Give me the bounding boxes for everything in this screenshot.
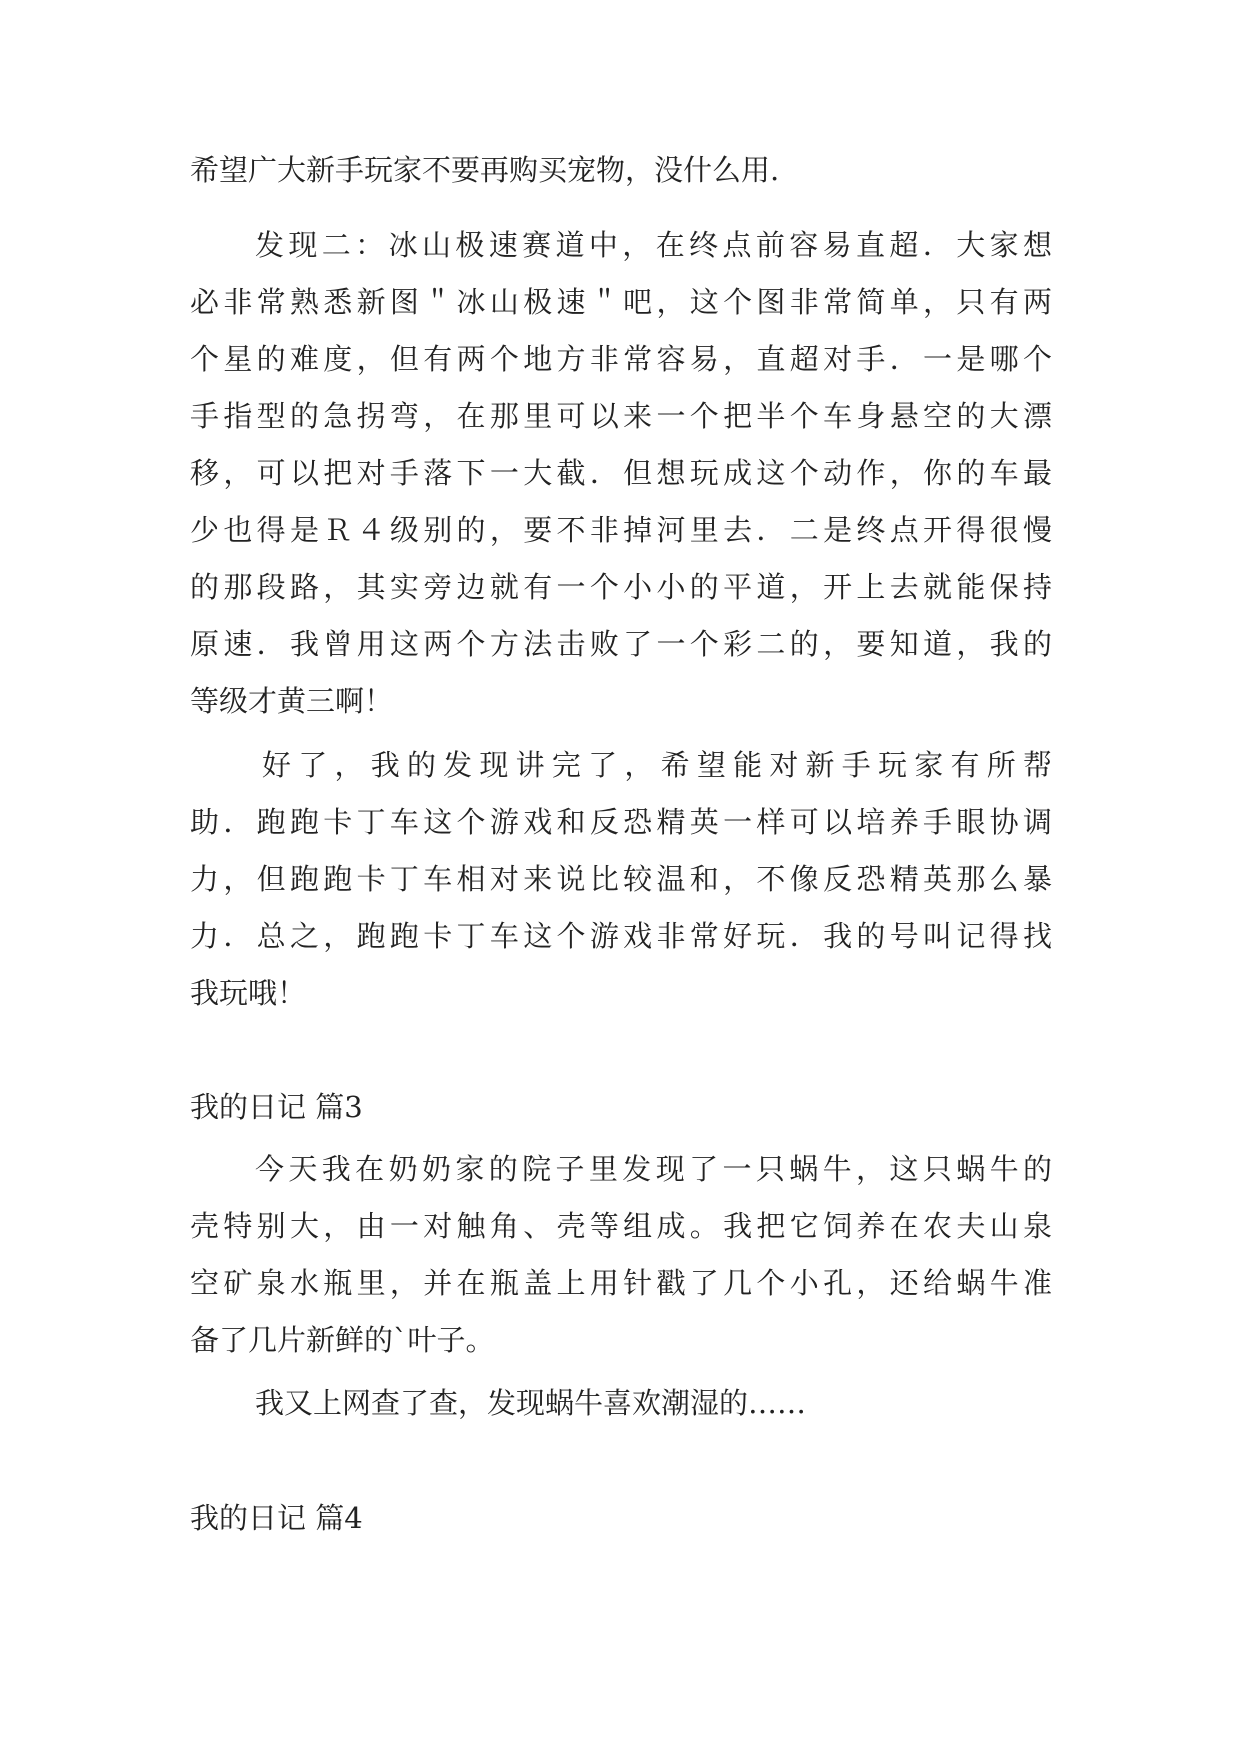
paragraph-line: 空矿泉水瓶里，并在瓶盖上用针戳了几个小孔，还给蜗牛准 xyxy=(190,1266,1052,1300)
paragraph-line: 今天我在奶奶家的院子里发现了一只蜗牛，这只蜗牛的 xyxy=(255,1152,1052,1186)
paragraph-line: 备了几片新鲜的`叶子。 xyxy=(190,1323,495,1357)
paragraph-line: 助．跑跑卡丁车这个游戏和反恐精英一样可以培养手眼协调 xyxy=(190,805,1052,839)
paragraph-line: 必非常熟悉新图＂冰山极速＂吧，这个图非常简单，只有两 xyxy=(190,285,1052,319)
paragraph-line: 希望广大新手玩家不要再购买宠物，没什么用. xyxy=(190,153,780,187)
paragraph-line: 个星的难度，但有两个地方非常容易，直超对手．一是哪个 xyxy=(190,342,1052,376)
paragraph-line: 我又上网查了查，发现蜗牛喜欢潮湿的…… xyxy=(255,1386,807,1420)
paragraph-line: 原速．我曾用这两个方法击败了一个彩二的，要知道，我的 xyxy=(190,627,1052,661)
paragraph-line: 好了，我的发现讲完了，希望能对新手玩家有所帮 xyxy=(262,748,1052,782)
paragraph-line: 力．总之，跑跑卡丁车这个游戏非常好玩．我的号叫记得找 xyxy=(190,919,1052,953)
section-heading: 我的日记 篇3 xyxy=(190,1090,363,1124)
paragraph-line: 力，但跑跑卡丁车相对来说比较温和，不像反恐精英那么暴 xyxy=(190,862,1052,896)
paragraph-line: 壳特别大，由一对触角、壳等组成。我把它饲养在农夫山泉 xyxy=(190,1209,1052,1243)
paragraph-line: 发现二：冰山极速赛道中，在终点前容易直超．大家想 xyxy=(255,228,1052,262)
paragraph-line: 我玩哦！ xyxy=(190,976,307,1010)
paragraph-line: 等级才黄三啊！ xyxy=(190,684,394,718)
paragraph-line: 少也得是Ｒ４级别的，要不非掉河里去．二是终点开得很慢 xyxy=(190,513,1052,547)
section-heading: 我的日记 篇4 xyxy=(190,1501,363,1535)
paragraph-line: 手指型的急拐弯，在那里可以来一个把半个车身悬空的大漂 xyxy=(190,399,1052,433)
paragraph-line: 的那段路，其实旁边就有一个小小的平道，开上去就能保持 xyxy=(190,570,1052,604)
paragraph-line: 移，可以把对手落下一大截．但想玩成这个动作，你的车最 xyxy=(190,456,1052,490)
